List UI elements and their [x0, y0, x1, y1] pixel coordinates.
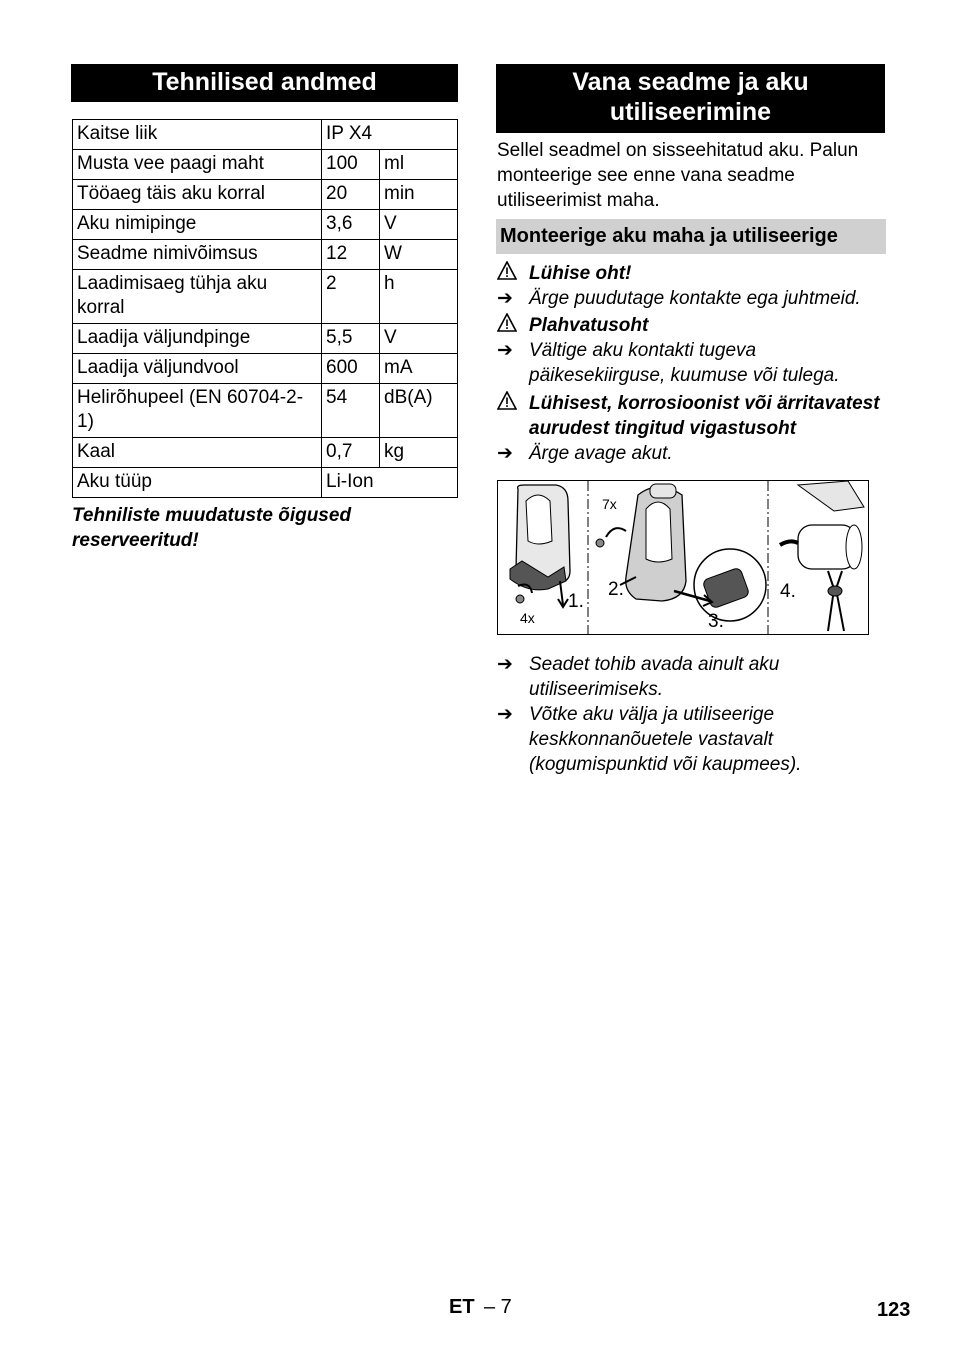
- section-title-technical-data: Tehnilised andmed: [71, 64, 458, 102]
- spec-unit: h: [380, 270, 458, 324]
- spec-unit: V: [380, 324, 458, 354]
- spec-label: Laadija väljundpinge: [73, 324, 322, 354]
- figure-label: 2.: [608, 579, 624, 600]
- table-row: [73, 384, 458, 438]
- spec-value: 2: [322, 270, 380, 324]
- figure-label: 4.: [780, 581, 796, 602]
- spec-unit: min: [380, 180, 458, 210]
- spec-value: 3,6: [322, 210, 380, 240]
- instruction-item: [497, 338, 887, 388]
- spec-unit: mA: [380, 354, 458, 384]
- warning-item: [497, 261, 887, 286]
- intro-paragraph: Sellel seadmel on sisseehitatud aku. Palun monteerige see enne vana seadme utiliseerimist maha.: [497, 140, 859, 211]
- table-row: [73, 438, 458, 468]
- instruction-item: [497, 286, 887, 311]
- page-number: 123: [877, 1299, 911, 1321]
- arrow-right-icon: ➔: [497, 288, 513, 309]
- spec-value: 100: [322, 150, 380, 180]
- table-row: [73, 468, 458, 498]
- spec-label: Kaitse liik: [73, 120, 322, 150]
- subheading-remove-battery: Monteerige aku maha ja utiliseerige: [496, 219, 886, 254]
- instruction-text: Ärge avage akut.: [529, 443, 673, 464]
- instruction-item: [497, 441, 887, 466]
- warning-text: Plahvatusoht: [529, 315, 649, 336]
- spec-value: 12: [322, 240, 380, 270]
- arrow-right-icon: ➔: [497, 654, 513, 675]
- instruction-text: Võtke aku välja ja utiliseerige keskkonnanõuetele vastavalt (kogumispunktid või kaupmees).: [529, 704, 802, 775]
- technical-changes-note: Tehniliste muudatuste õigused reserveeritud!: [72, 505, 352, 551]
- spec-value: 5,5: [322, 324, 380, 354]
- spec-value: 600: [322, 354, 380, 384]
- spec-table: [72, 119, 458, 498]
- spec-unit: dB(A): [380, 384, 458, 438]
- spec-label: Seadme nimivõimsus: [73, 240, 322, 270]
- table-row: [73, 210, 458, 240]
- arrow-right-icon: ➔: [497, 443, 513, 464]
- spec-value: 20: [322, 180, 380, 210]
- warning-item: [497, 391, 887, 441]
- instruction-item: [497, 652, 887, 702]
- warning-triangle-icon: [497, 313, 523, 339]
- spec-label: Musta vee paagi maht: [73, 150, 322, 180]
- warning-item: [497, 313, 887, 338]
- spec-label: Kaal: [73, 438, 322, 468]
- figure-label: 7x: [602, 496, 617, 512]
- spec-value: 0,7: [322, 438, 380, 468]
- table-row: [73, 324, 458, 354]
- spec-value: Li-Ion: [322, 468, 458, 498]
- warning-triangle-icon: [497, 391, 523, 417]
- footer-language-code: ET: [449, 1296, 475, 1318]
- table-row: [73, 150, 458, 180]
- instruction-text: Vältige aku kontakti tugeva päikesekiirguse, kuumuse või tulega.: [529, 340, 840, 386]
- spec-unit: V: [380, 210, 458, 240]
- warning-text: Lühisest, korrosioonist või ärritavatest aurudest tingitud vigastusoht: [529, 393, 880, 439]
- arrow-right-icon: ➔: [497, 340, 513, 361]
- table-row: [73, 270, 458, 324]
- instruction-item: [497, 702, 887, 777]
- spec-unit: kg: [380, 438, 458, 468]
- instruction-text: Seadet tohib avada ainult aku utiliseerimiseks.: [529, 654, 780, 700]
- spec-label: Helirõhupeel (EN 60704-2-1): [73, 384, 322, 438]
- table-row: [73, 240, 458, 270]
- battery-removal-illustration: [497, 480, 869, 635]
- table-row: [73, 180, 458, 210]
- figure-label: 1.: [568, 591, 584, 612]
- spec-unit: ml: [380, 150, 458, 180]
- spec-value: IP X4: [322, 120, 458, 150]
- spec-value: 54: [322, 384, 380, 438]
- warning-text: Lühise oht!: [529, 263, 632, 284]
- arrow-right-icon: ➔: [497, 704, 513, 725]
- figure-label: 3.: [708, 611, 724, 632]
- section-title-disposal: Vana seadme ja aku utiliseerimine: [496, 64, 885, 133]
- spec-label: Laadimisaeg tühja aku korral: [73, 270, 322, 324]
- spec-unit: W: [380, 240, 458, 270]
- spec-label: Aku tüüp: [73, 468, 322, 498]
- spec-label: Laadija väljundvool: [73, 354, 322, 384]
- footer-section-page: – 7: [484, 1296, 512, 1318]
- spec-label: Aku nimipinge: [73, 210, 322, 240]
- spec-label: Tööaeg täis aku korral: [73, 180, 322, 210]
- table-row: [73, 354, 458, 384]
- instruction-text: Ärge puudutage kontakte ega juhtmeid.: [529, 288, 861, 309]
- warning-triangle-icon: [497, 261, 523, 287]
- figure-label: 4x: [520, 610, 535, 626]
- table-row: [73, 120, 458, 150]
